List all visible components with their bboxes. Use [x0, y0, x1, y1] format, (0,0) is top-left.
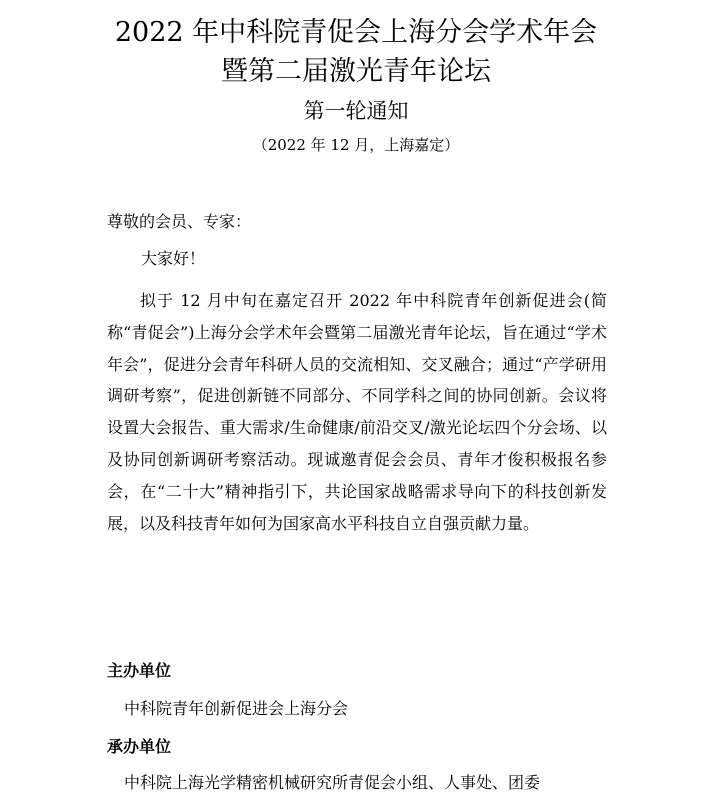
greeting: 大家好！ — [141, 249, 206, 268]
salutation: 尊敬的会员、专家： — [107, 212, 252, 231]
dateline: （2022 年 12 月，上海嘉定） — [252, 136, 460, 154]
notice-title: 第一轮通知 — [303, 99, 409, 123]
co-organizer-text: 中科院上海光学精密机械研究所青促会小组、人事处、团委 — [124, 773, 541, 792]
document-title-line2: 暨第二届激光青年论坛 — [221, 56, 491, 87]
organizer-heading: 主办单位 — [107, 661, 172, 680]
body-paragraph: 拟于 12 月中旬在嘉定召开 2022 年中科院青年创新促进会(简称“青促会”)上海分会学术年会暨第二届激光青年论坛，旨在通过“学术年会”，促进分会青年科研人员的交流相知、交叉融合；通过“产学研用调研考察”，促进创新链不同部分、不同学科之间的协同创新。会议将设置大会报告、重大需求/生命健康/前沿交叉/激光论坛四个分会场、以及协同创新调研考察活动。现诚邀青促会会员、青年才俊积极报名参会，在“二十大”精神指引下，共论国家战略需求导向下的科技创新发展，以及科技青年如何为国家高水平科技自立自强贡献力量。 — [107, 291, 607, 533]
co-organizer-heading: 承办单位 — [107, 737, 172, 756]
organizer-text: 中科院青年创新促进会上海分会 — [124, 699, 349, 718]
document-title-line1: 2022 年中科院青促会上海分会学术年会 — [114, 17, 598, 48]
